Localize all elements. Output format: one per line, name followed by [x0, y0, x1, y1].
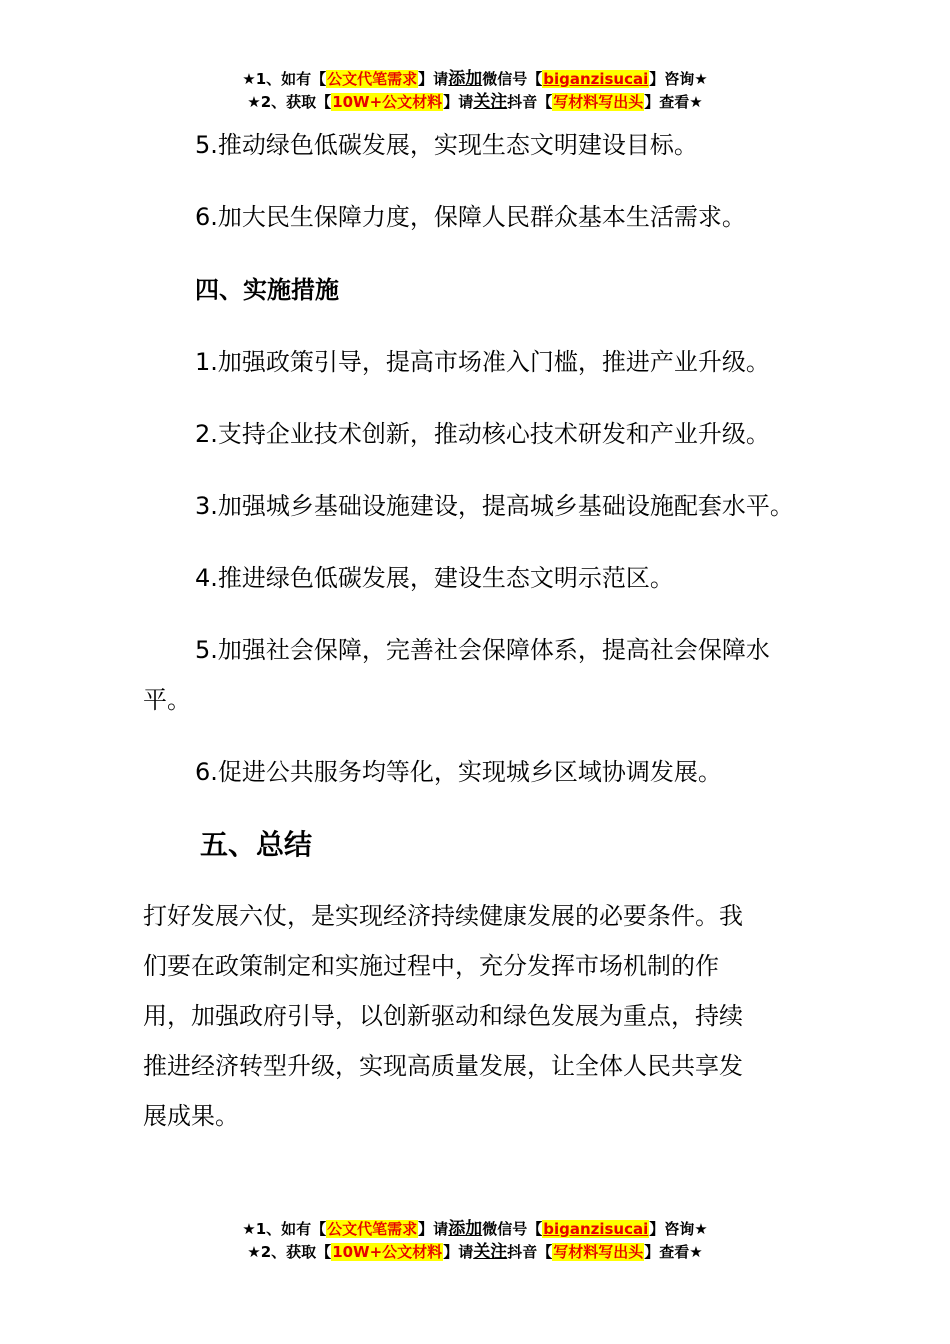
summary-line: 们要在政策制定和实施过程中，充分发挥市场机制的作: [143, 952, 719, 980]
paragraph: 5.加强社会保障，完善社会保障体系，提高社会保障水: [195, 636, 770, 664]
summary-line: 展成果。: [143, 1102, 239, 1130]
banner-line-1: [0, 68, 950, 91]
banner-text: 】请: [443, 93, 474, 111]
bottom-banner: [0, 1218, 950, 1264]
paragraph-continuation: 平。: [143, 686, 191, 714]
paragraph: 1.加强政策引导，提高市场准入门槛，推进产业升级。: [195, 348, 770, 376]
banner-highlight: 10W+公文材料: [332, 93, 443, 111]
section-heading: 五、总结: [200, 828, 313, 861]
paragraph: 5.推动绿色低碳发展，实现生态文明建设目标。: [195, 131, 698, 159]
banner-text: 抖音【: [507, 93, 553, 111]
section-heading: 四、实施措施: [195, 276, 339, 304]
banner-emphasis: 添加: [448, 1219, 483, 1239]
banner-line-1: [0, 1218, 950, 1241]
banner-line-2: [0, 91, 950, 114]
banner-text: 抖音【: [507, 1243, 553, 1261]
summary-line: 推进经济转型升级，实现高质量发展，让全体人民共享发: [143, 1052, 743, 1080]
paragraph: 3.加强城乡基础设施建设，提高城乡基础设施配套水平。: [195, 492, 794, 520]
wechat-id-link[interactable]: biganzisucai: [543, 1220, 649, 1238]
banner-highlight: 写材料写出头: [553, 1243, 644, 1261]
wechat-id-link[interactable]: biganzisucai: [543, 70, 649, 88]
paragraph: 6.加大民生保障力度，保障人民群众基本生活需求。: [195, 203, 746, 231]
banner-text: 】查看★: [644, 1243, 703, 1261]
banner-highlight: 公文代笔需求: [327, 1220, 418, 1238]
paragraph: 4.推进绿色低碳发展，建设生态文明示范区。: [195, 564, 674, 592]
top-banner: [0, 68, 950, 114]
paragraph: 2.支持企业技术创新，推动核心技术研发和产业升级。: [195, 420, 770, 448]
banner-text: 】请: [418, 1220, 449, 1238]
banner-text: 】查看★: [644, 93, 703, 111]
banner-text: 微信号【: [482, 1220, 543, 1238]
banner-highlight: 写材料写出头: [553, 93, 644, 111]
summary-line: 打好发展六仗，是实现经济持续健康发展的必要条件。我: [143, 902, 743, 930]
paragraph: 6.促进公共服务均等化，实现城乡区域协调发展。: [195, 758, 722, 786]
banner-text: 】请: [443, 1243, 474, 1261]
banner-line-2: [0, 1241, 950, 1264]
banner-text: 微信号【: [482, 70, 543, 88]
banner-emphasis: 添加: [448, 69, 483, 89]
banner-text: 】咨询★: [649, 70, 708, 88]
banner-text: ★1、如有【: [242, 1220, 327, 1238]
banner-highlight: 10W+公文材料: [332, 1243, 443, 1261]
banner-emphasis: 关注: [473, 92, 508, 112]
banner-text: ★2、获取【: [247, 93, 332, 111]
banner-text: ★1、如有【: [242, 70, 327, 88]
banner-emphasis: 关注: [473, 1242, 508, 1262]
banner-highlight: 公文代笔需求: [327, 70, 418, 88]
banner-text: 】请: [418, 70, 449, 88]
summary-line: 用，加强政府引导，以创新驱动和绿色发展为重点，持续: [143, 1002, 743, 1030]
banner-text: 】咨询★: [649, 1220, 708, 1238]
banner-text: ★2、获取【: [247, 1243, 332, 1261]
